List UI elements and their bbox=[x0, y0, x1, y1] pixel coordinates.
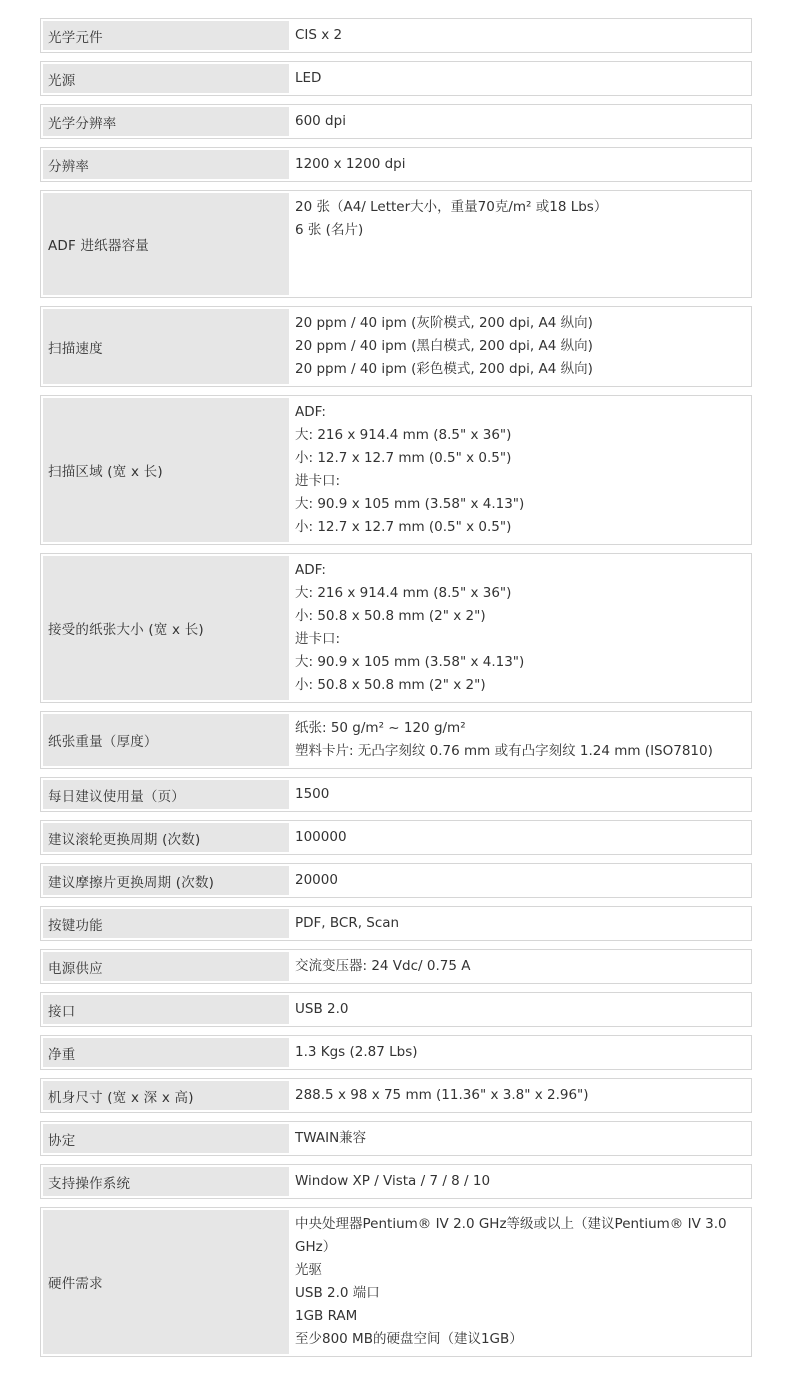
spec-row bbox=[40, 18, 752, 53]
spec-label: 支持操作系统 bbox=[43, 1167, 289, 1196]
spec-label: 建议摩擦片更换周期 (次数) bbox=[43, 866, 289, 895]
spec-row bbox=[40, 190, 752, 298]
spec-value-line: 大: 216 x 914.4 mm (8.5" x 36") bbox=[295, 427, 512, 443]
spec-value-line: 纸张: 50 g/m² ~ 120 g/m² bbox=[295, 720, 466, 736]
spec-label: 按键功能 bbox=[43, 909, 289, 938]
spec-row bbox=[40, 906, 752, 941]
spec-row bbox=[40, 992, 752, 1027]
spec-value bbox=[289, 191, 751, 297]
spec-value-line: 大: 90.9 x 105 mm (3.58" x 4.13") bbox=[295, 496, 525, 512]
spec-label: 建议滚轮更换周期 (次数) bbox=[43, 823, 289, 852]
spec-value-line: 塑料卡片: 无凸字刻纹 0.76 mm 或有凸字刻纹 1.24 mm (ISO7810) bbox=[295, 743, 713, 759]
spec-row bbox=[40, 1078, 752, 1113]
spec-value-line: TWAIN兼容 bbox=[295, 1130, 367, 1146]
spec-value-line: USB 2.0 端口 bbox=[295, 1285, 380, 1301]
spec-label: 硬件需求 bbox=[43, 1210, 289, 1354]
spec-value-line: 1200 x 1200 dpi bbox=[295, 156, 406, 172]
spec-value-line: 小: 12.7 x 12.7 mm (0.5" x 0.5") bbox=[295, 450, 512, 466]
spec-value bbox=[289, 307, 751, 386]
spec-value-line: 大: 216 x 914.4 mm (8.5" x 36") bbox=[295, 585, 512, 601]
spec-row bbox=[40, 949, 752, 984]
spec-label: 电源供应 bbox=[43, 952, 289, 981]
spec-value-line: 20 ppm / 40 ipm (彩色模式, 200 dpi, A4 纵向) bbox=[295, 361, 593, 377]
spec-value-line: USB 2.0 bbox=[295, 1001, 349, 1017]
spec-value-line: 20000 bbox=[295, 872, 338, 888]
spec-label: 净重 bbox=[43, 1038, 289, 1067]
spec-row bbox=[40, 1121, 752, 1156]
spec-table bbox=[40, 18, 752, 1365]
spec-value-line: 光驱 bbox=[295, 1262, 322, 1278]
spec-value-line: CIS x 2 bbox=[295, 27, 343, 43]
spec-value-line: 288.5 x 98 x 75 mm (11.36" x 3.8" x 2.96") bbox=[295, 1087, 589, 1103]
spec-value bbox=[289, 19, 751, 52]
spec-label: 接口 bbox=[43, 995, 289, 1024]
spec-value-line: 1GB RAM bbox=[295, 1308, 358, 1324]
spec-label: 协定 bbox=[43, 1124, 289, 1153]
spec-value-line: 1.3 Kgs (2.87 Lbs) bbox=[295, 1044, 418, 1060]
spec-row bbox=[40, 820, 752, 855]
spec-value-line: 1500 bbox=[295, 786, 330, 802]
spec-value-line: ADF: bbox=[295, 404, 326, 420]
spec-label: 扫描速度 bbox=[43, 309, 289, 384]
spec-value-line: PDF, BCR, Scan bbox=[295, 915, 400, 931]
spec-value-line: 进卡口: bbox=[295, 631, 341, 647]
spec-value bbox=[289, 993, 751, 1026]
spec-value bbox=[289, 1208, 751, 1356]
spec-value-line: 大: 90.9 x 105 mm (3.58" x 4.13") bbox=[295, 654, 525, 670]
spec-label: 纸张重量（厚度） bbox=[43, 714, 289, 766]
spec-row bbox=[40, 1164, 752, 1199]
spec-row bbox=[40, 777, 752, 812]
spec-value bbox=[289, 950, 751, 983]
spec-label: 分辨率 bbox=[43, 150, 289, 179]
spec-value-line: 中央处理器Pentium® IV 2.0 GHz等级或以上（建议Pentium® IV 3.0 bbox=[295, 1216, 727, 1232]
spec-value bbox=[289, 554, 751, 702]
spec-label: 光学元件 bbox=[43, 21, 289, 50]
spec-label: ADF 进纸器容量 bbox=[43, 193, 289, 295]
spec-value bbox=[289, 821, 751, 854]
spec-value bbox=[289, 148, 751, 181]
spec-value-line: 小: 50.8 x 50.8 mm (2" x 2") bbox=[295, 677, 486, 693]
spec-value-line: 100000 bbox=[295, 829, 347, 845]
spec-value-line: 小: 12.7 x 12.7 mm (0.5" x 0.5") bbox=[295, 519, 512, 535]
spec-value bbox=[289, 1079, 751, 1112]
spec-row bbox=[40, 553, 752, 703]
spec-value bbox=[289, 778, 751, 811]
spec-value-line: 小: 50.8 x 50.8 mm (2" x 2") bbox=[295, 608, 486, 624]
spec-row bbox=[40, 395, 752, 545]
spec-value-line: 至少800 MB的硬盘空间（建议1GB） bbox=[295, 1331, 523, 1347]
spec-value bbox=[289, 105, 751, 138]
spec-label: 扫描区域 (宽 x 长) bbox=[43, 398, 289, 542]
spec-value-line: ADF: bbox=[295, 562, 326, 578]
spec-value-line: 交流变压器: 24 Vdc/ 0.75 A bbox=[295, 958, 471, 974]
spec-value-line: LED bbox=[295, 70, 322, 86]
spec-value-line: Window XP / Vista / 7 / 8 / 10 bbox=[295, 1173, 491, 1189]
spec-value bbox=[289, 1036, 751, 1069]
spec-value bbox=[289, 712, 751, 768]
spec-value-line: 进卡口: bbox=[295, 473, 341, 489]
spec-value bbox=[289, 1165, 751, 1198]
spec-value bbox=[289, 864, 751, 897]
spec-value-line: GHz） bbox=[295, 1239, 337, 1255]
spec-label: 接受的纸张大小 (宽 x 长) bbox=[43, 556, 289, 700]
spec-value bbox=[289, 1122, 751, 1155]
spec-value-line: 6 张 (名片) bbox=[295, 222, 364, 238]
spec-label: 每日建议使用量（页） bbox=[43, 780, 289, 809]
spec-value-line: 20 ppm / 40 ipm (灰阶模式, 200 dpi, A4 纵向) bbox=[295, 315, 593, 331]
spec-row bbox=[40, 306, 752, 387]
spec-value bbox=[289, 396, 751, 544]
spec-value-line: 20 张（A4/ Letter大小，重量70克/m² 或18 Lbs） bbox=[295, 199, 608, 215]
spec-label: 光学分辨率 bbox=[43, 107, 289, 136]
spec-value bbox=[289, 907, 751, 940]
spec-row bbox=[40, 147, 752, 182]
spec-label: 机身尺寸 (宽 x 深 x 高) bbox=[43, 1081, 289, 1110]
spec-value-line: 600 dpi bbox=[295, 113, 346, 129]
spec-row bbox=[40, 61, 752, 96]
spec-value-line: 20 ppm / 40 ipm (黑白模式, 200 dpi, A4 纵向) bbox=[295, 338, 593, 354]
spec-row bbox=[40, 711, 752, 769]
spec-label: 光源 bbox=[43, 64, 289, 93]
spec-value bbox=[289, 62, 751, 95]
spec-row bbox=[40, 1207, 752, 1357]
spec-row bbox=[40, 863, 752, 898]
spec-row bbox=[40, 1035, 752, 1070]
spec-row bbox=[40, 104, 752, 139]
